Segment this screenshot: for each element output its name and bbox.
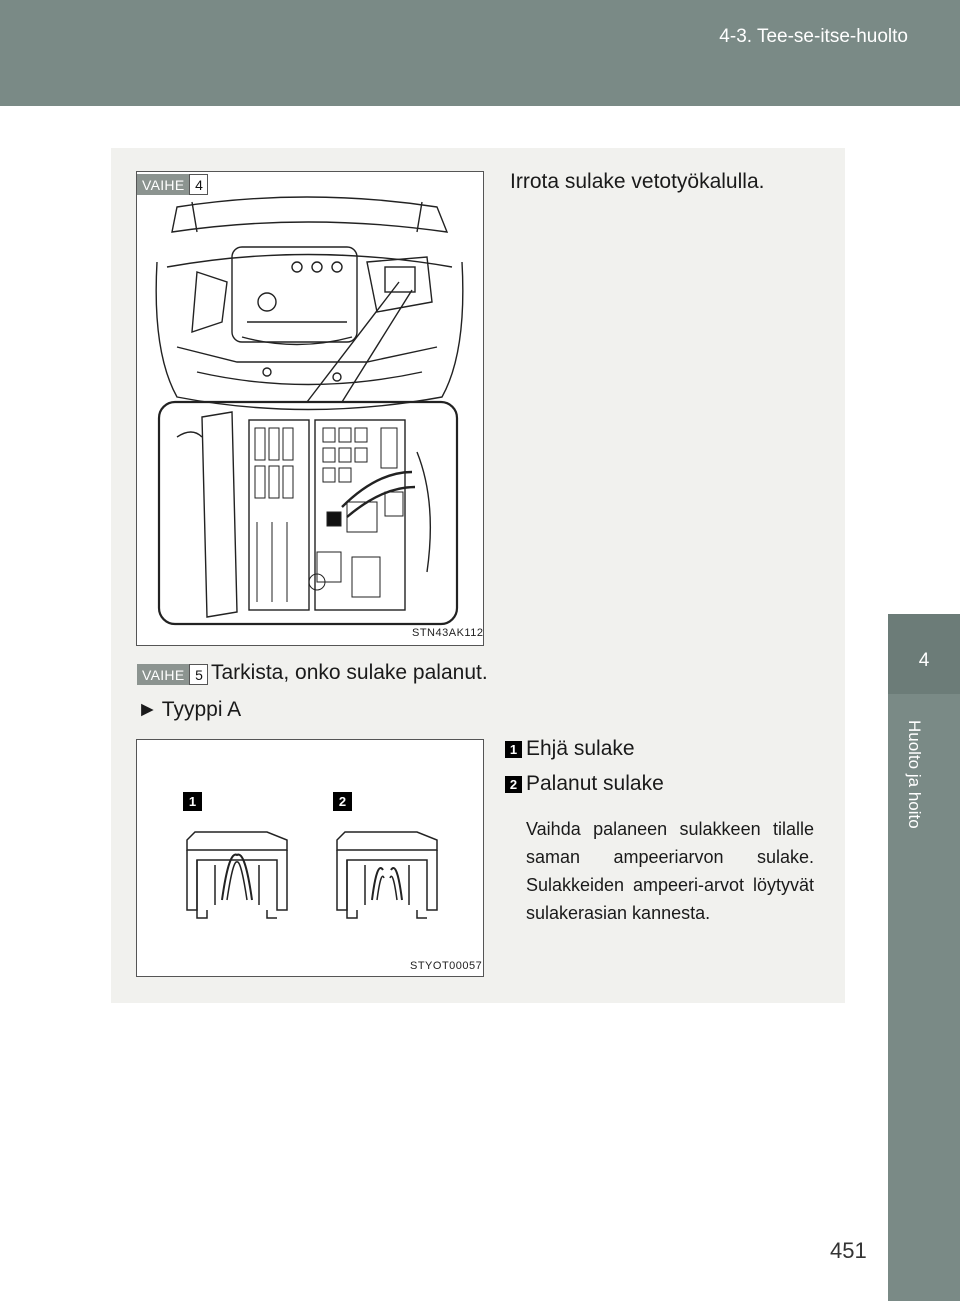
legend-text: Ehjä sulake (526, 737, 635, 760)
legend-item-2 (505, 772, 664, 796)
page-number: 451 (830, 1238, 867, 1263)
step-4-badge (137, 174, 208, 195)
engine-bay-illustration (137, 172, 483, 645)
step-5-badge (137, 664, 208, 685)
step-label: VAIHE (137, 664, 189, 685)
triangle-marker-icon: ► (137, 698, 158, 721)
chapter-label: Huolto ja hoito (905, 720, 924, 829)
type-heading (137, 698, 241, 722)
section-title: 4-3. Tee-se-itse-huolto (719, 26, 908, 47)
fuse-illustration (137, 740, 483, 976)
number-badge: 2 (505, 776, 522, 793)
figure-code: STYOT00057 (410, 960, 483, 972)
step-5-instruction: Tarkista, onko sulake palanut. (211, 661, 488, 684)
engine-bay-figure (136, 171, 484, 646)
fuse-label-2: 2 (338, 794, 347, 809)
step-4-instruction: Irrota sulake vetotyökalulla. (510, 170, 765, 193)
fuse-figure (136, 739, 484, 977)
type-heading-text: Tyyppi A (161, 698, 242, 721)
chapter-number: 4 (918, 650, 930, 671)
step-label: VAIHE (137, 174, 189, 195)
legend-text: Palanut sulake (526, 772, 664, 795)
fuse-label-1: 1 (188, 794, 197, 809)
step-number: 5 (189, 664, 208, 685)
page-header (0, 0, 960, 106)
step-number: 4 (189, 174, 208, 195)
legend-item-1 (505, 737, 635, 761)
figure-code: STN43AK112 (412, 627, 484, 639)
replacement-note: Vaihda palaneen sulakkeen tilalle saman ampeeriarvon sulake. Sulakkeiden ampeeri-arvot löytyvät sulakerasian kannesta. (526, 819, 814, 923)
chapter-tab (888, 614, 960, 1301)
number-badge: 1 (505, 741, 522, 758)
